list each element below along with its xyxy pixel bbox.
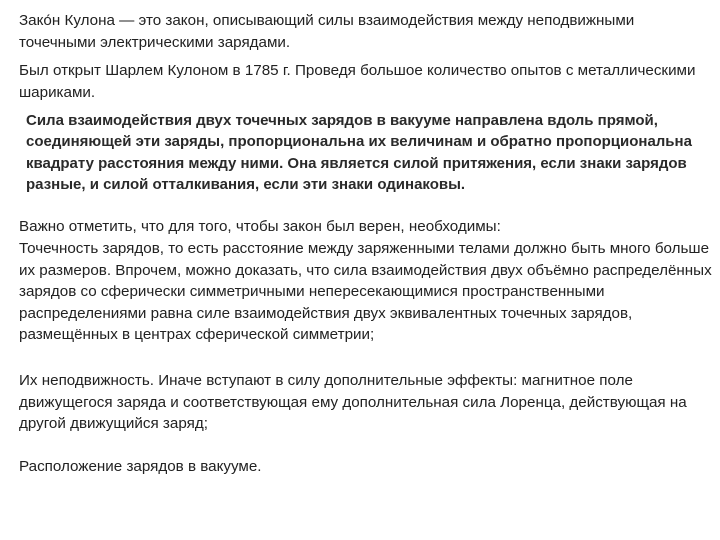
condition-vacuum-paragraph: Расположение зарядов в вакууме. [19, 458, 262, 475]
intro-paragraph: Зако́н Кулона — это закон, описывающий силы взаимодействия между неподвижными точечными электрическими зарядами. [19, 12, 635, 51]
conditions-intro-paragraph: Важно отметить, что для того, чтобы закон был верен, необходимы: [19, 218, 501, 235]
condition-stationary-paragraph: Их неподвижность. Иначе вступают в силу дополнительные эффекты: магнитное поле движущегося заряда и соответствующая ему дополнительная сила Лоренца, действующая на другой движущийся заряд; [19, 372, 687, 432]
condition-point-charges-paragraph: Точечность зарядов, то есть расстояние между заряженными телами должно быть много больше их размеров. Впрочем, можно доказать, что сила взаимодействия двух объёмно распределённых зарядов со сферически симметричными непересекающимися пространственными распределениями равна силе взаимодействия двух эквивалентных точечных зарядов, размещённых в центрах сферической симметрии; [19, 240, 712, 343]
law-definition-paragraph: Сила взаимодействия двух точечных зарядов в вакууме направлена вдоль прямой, соединяющей эти заряды, пропорциональна их величинам и обратно пропорциональна квадрату расстояния между ними. Она является силой притяжения, если знаки зарядов разные, и силой отталкивания, если эти знаки одинаковы. [26, 112, 692, 194]
history-paragraph: Был открыт Шарлем Кулоном в 1785 г. Проведя большое количество опытов с металлическими шариками. [19, 62, 696, 101]
